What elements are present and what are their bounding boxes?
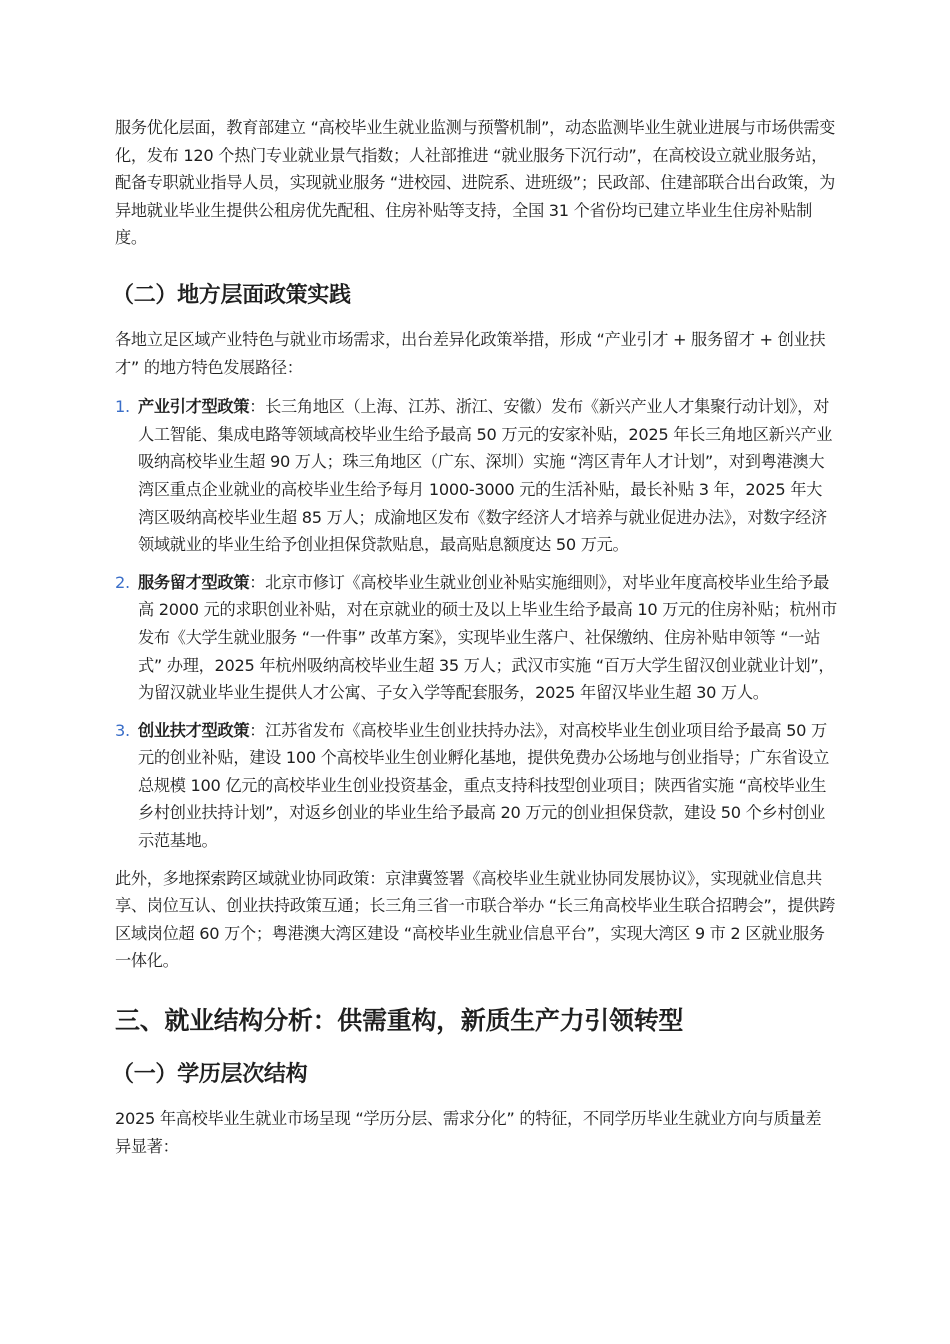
list-item-title: 服务留才型政策 [138, 572, 250, 592]
list-item-text: 长三角地区（上海、江苏、浙江、安徽）发布《新兴产业人才集聚行动计划》，对人工智能、集成电路等领域高校毕业生给予最高 50 万元的安家补贴，2025 年长三角地区新兴产业吸纳高校毕业生超 90 万人；珠三角地区（广东、深圳）实施 “湾区青年人才计划”，对到粤港澳大湾区重点企业就业的高校毕业生给予每月 1000-3000 元的生活补贴，最长补贴 3 年，2025 年大湾区吸纳高校毕业生超 85 万人；成渝地区发布《数字经济人才培养与就业促进办法》，对数字经济领域就业的毕业生给予创业担保贷款贴息，最高贴息额度达 50 万元。 [138, 397, 833, 555]
list-number: 2. [115, 572, 130, 592]
list-item-separator: ： [249, 397, 266, 417]
paragraph-local-intro: 各地立足区域产业特色与就业市场需求，出台差异化政策举措，形成 “产业引才 + 服务留才 + 创业扶才” 的地方特色发展路径： [115, 329, 826, 377]
paragraph-regional-coordination: 此外，多地探索跨区域就业协同政策：京津冀签署《高校毕业生就业协同发展协议》，实现就业信息共享、岗位互认、创业扶持政策互通；长三角三省一市联合举办 “长三角高校毕业生联合招聘会”，提供跨区域岗位超 60 万个；粤港澳大湾区建设 “高校毕业生就业信息平台”，实现大湾区 9 市 2 区就业服务一体化。 [115, 868, 836, 971]
heading-local-policy: （二）地方层面政策实践 [112, 282, 351, 308]
list-item [115, 393, 837, 559]
list-number: 3. [115, 720, 130, 740]
paragraph-service-optimization: 服务优化层面，教育部建立 “高校毕业生就业监测与预警机制”，动态监测毕业生就业进展与市场供需变化，发布 120 个热门专业就业景气指数；人社部推进 “就业服务下沉行动”，在高校设立就业服务站，配备专职就业指导人员，实现就业服务 “进校园、进院系、进班级”；民政部、住建部联合出台政策，为异地就业毕业生提供公租房优先配租、住房补贴等支持，全国 31 个省份均已建立毕业生住房补贴制度。 [115, 118, 836, 248]
list-item-text: 江苏省发布《高校毕业生创业扶持办法》，对高校毕业生创业项目给予最高 50 万元的创业补贴，建设 100 个高校毕业生创业孵化基地，提供免费办公场地与创业指导；广东省设立总规模 100 亿元的高校毕业生创业投资基金，重点支持科技型创业项目；陕西省实施 “高校毕业生乡村创业扶持计划”，对返乡创业的毕业生给予最高 20 万元的创业担保贷款，建设 50 个乡村创业示范基地。 [138, 720, 830, 851]
list-item-separator: ： [249, 572, 266, 592]
heading-section-3: 三、就业结构分析：供需重构，新质生产力引领转型 [115, 1006, 684, 1036]
list-item-title: 产业引才型政策 [138, 397, 250, 417]
list-item [115, 569, 837, 707]
document-page [112, 114, 837, 1160]
local-policy-list [115, 393, 837, 855]
list-item-title: 创业扶才型政策 [138, 720, 250, 740]
paragraph-education-intro: 2025 年高校毕业生就业市场呈现 “学历分层、需求分化” 的特征，不同学历毕业生就业方向与质量差异显著： [115, 1109, 822, 1156]
list-item [115, 717, 837, 855]
list-item-text: 北京市修订《高校毕业生就业创业补贴实施细则》，对毕业年度高校毕业生给予最高 2000 元的求职创业补贴，对在京就业的硕士及以上毕业生给予最高 10 万元的住房补贴；杭州市发布《大学生就业服务 “一件事” 改革方案》，实现毕业生落户、社保缴纳、住房补贴申领等 “一站式” 办理，2025 年杭州吸纳高校毕业生超 35 万人；武汉市实施 “百万大学生留汉创业就业计划”，为留汉就业毕业生提供人才公寓、子女入学等配套服务，2025 年留汉毕业生超 30 万人。 [138, 572, 837, 703]
list-number: 1. [115, 397, 130, 417]
heading-education-structure: （一）学历层次结构 [112, 1062, 308, 1088]
list-item-separator: ： [249, 720, 266, 740]
